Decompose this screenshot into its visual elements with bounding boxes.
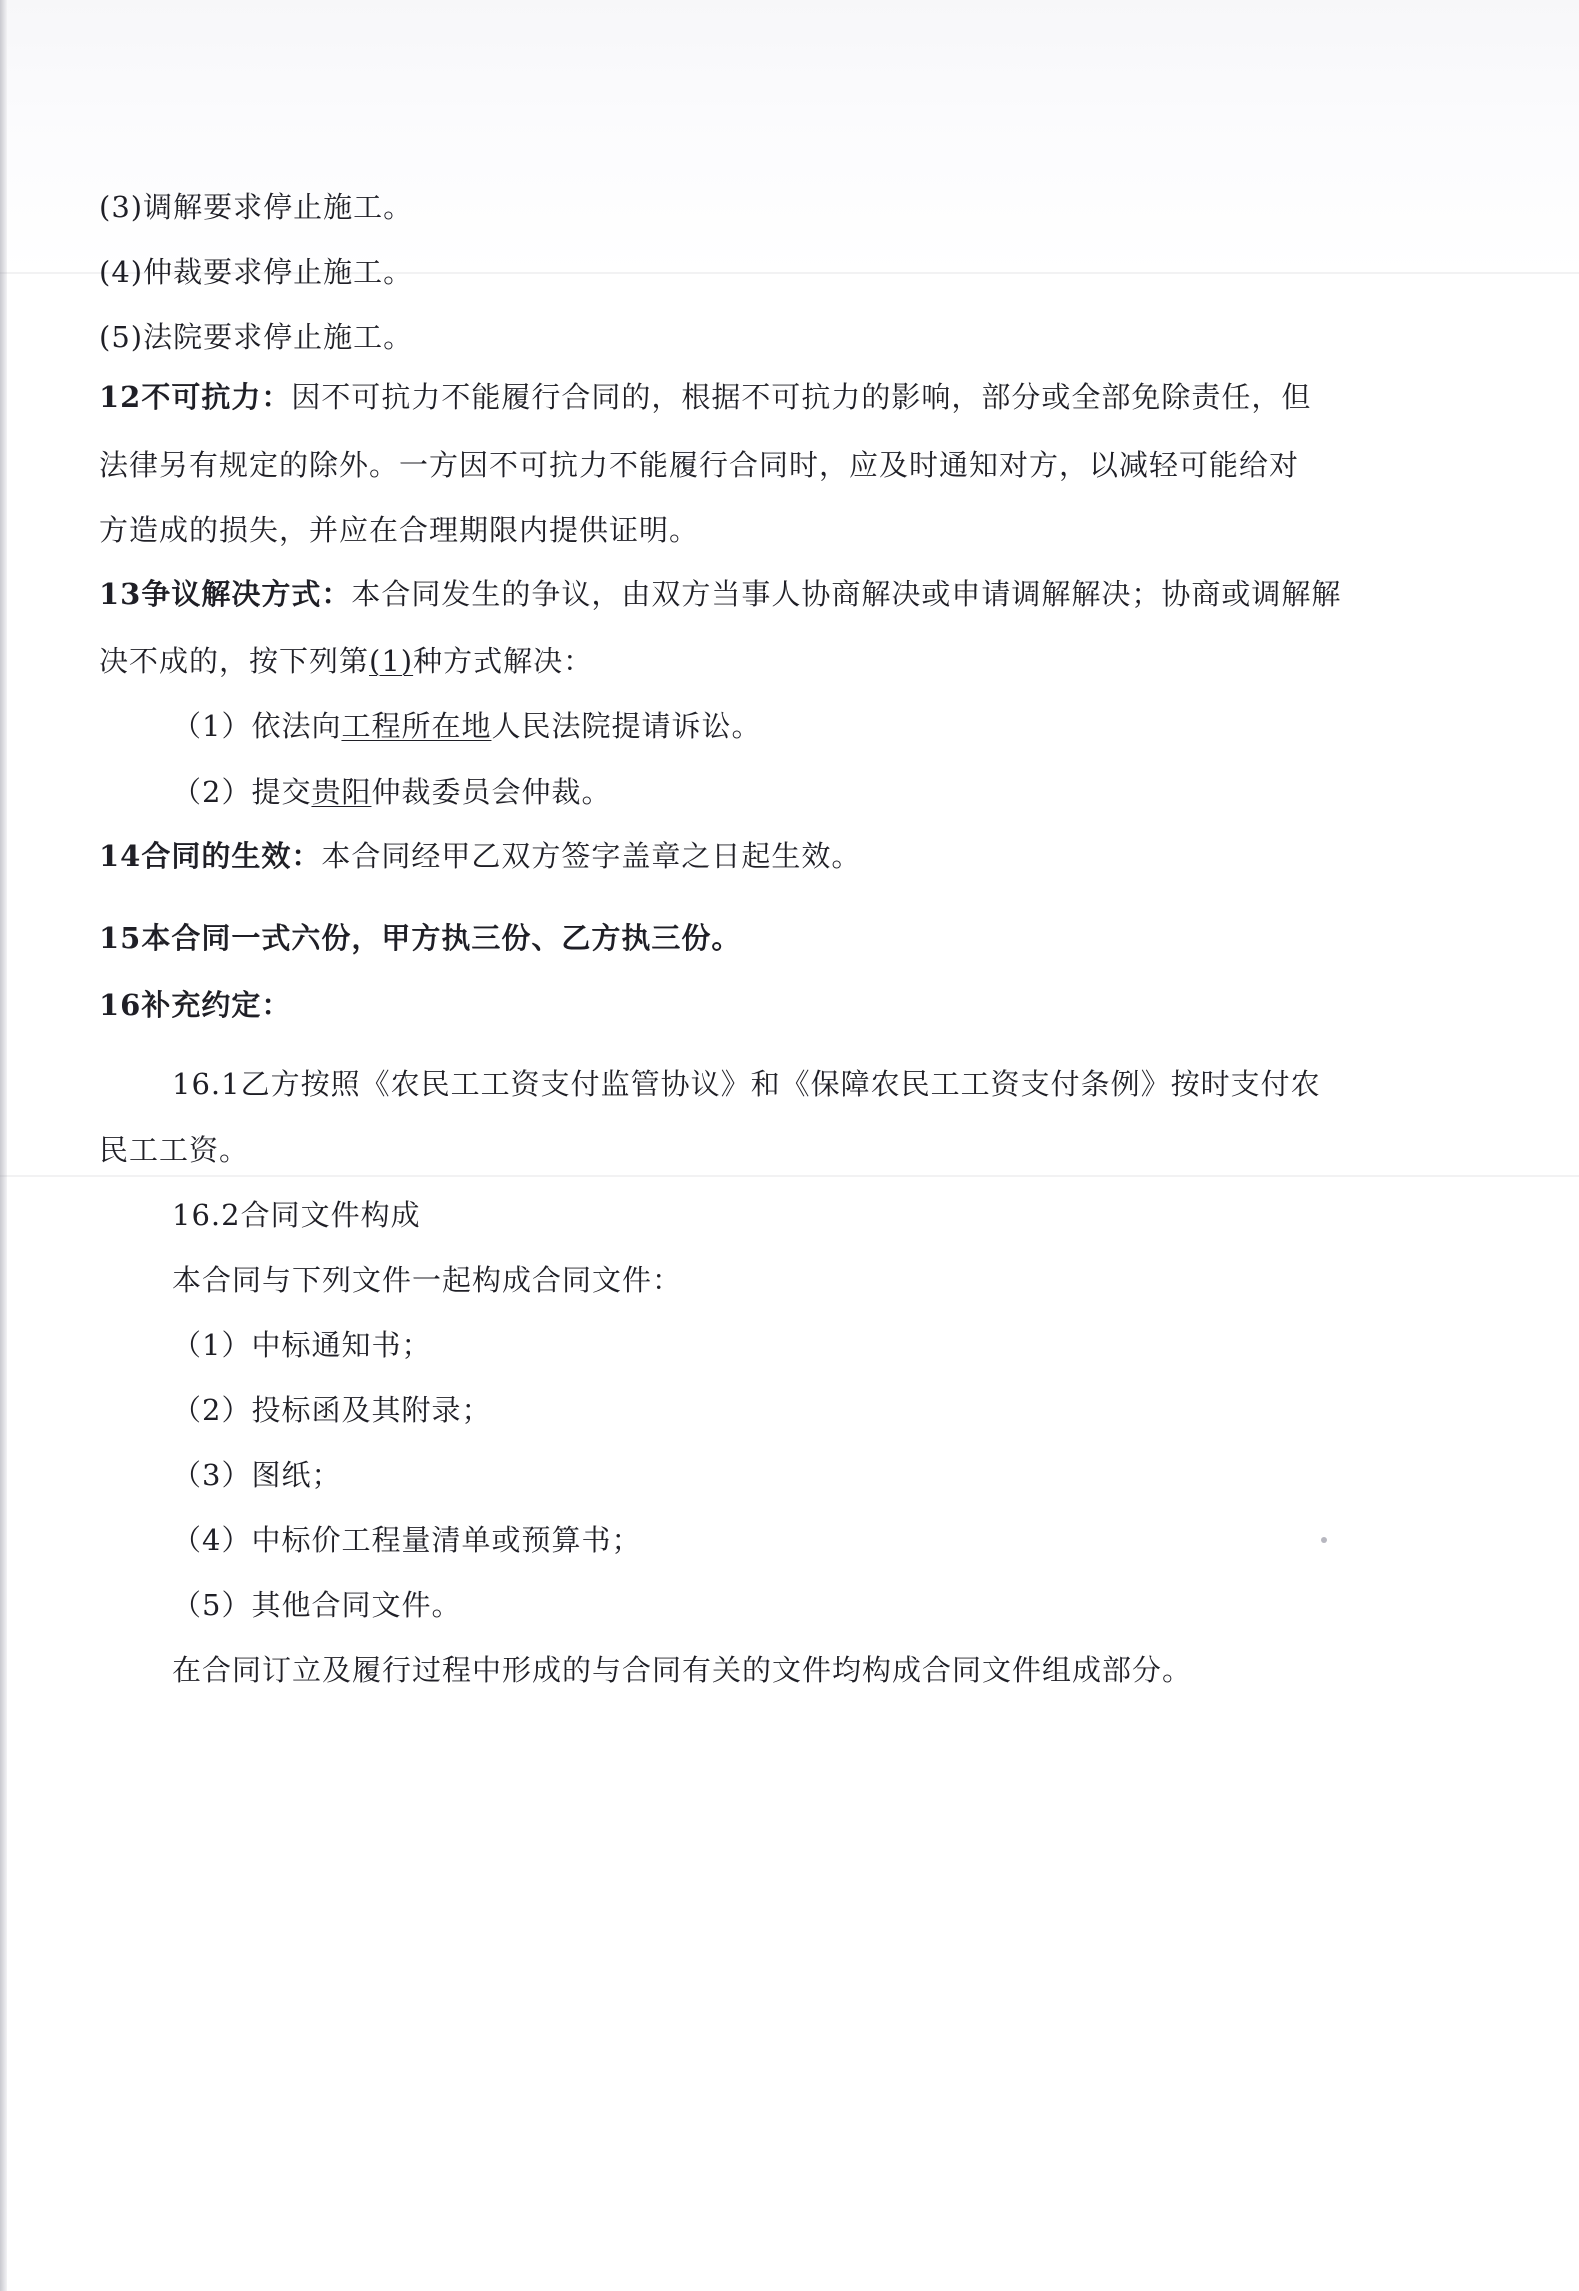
- line-text: （1）依法向: [172, 709, 342, 743]
- clause-16-1-continuation-line: [99, 1132, 249, 1168]
- line-text: (3)调解要求停止施工。: [99, 190, 414, 224]
- contract-document-item: [172, 1327, 431, 1363]
- clause-15-copies: [99, 920, 741, 956]
- clause-text: 因不可抗力不能履行合同的，根据不可抗力的影响，部分或全部免除责任，但: [291, 380, 1312, 414]
- line-text: 16.1乙方按照《农民工工资支付监管协议》和《保障农民工工资支付条例》按时支付农: [172, 1067, 1321, 1101]
- item-court-stop: [99, 319, 413, 355]
- line-text: (5)法院要求停止施工。: [99, 320, 414, 354]
- clause-label: 12不可抗力：: [99, 380, 292, 414]
- line-text: （5）其他合同文件。: [172, 1588, 462, 1622]
- clause-16-supplementary: [99, 987, 291, 1023]
- contract-document-item: [172, 1587, 461, 1623]
- clause-16-1-wages: [172, 1066, 1321, 1102]
- line-text: （1）中标通知书；: [172, 1328, 432, 1362]
- clause-text: 本合同发生的争议，由双方当事人协商解决或申请调解解决；协商或调解解: [351, 577, 1342, 611]
- dispute-option-arbitration: [172, 774, 611, 810]
- line-text: 仲裁委员会仲裁。: [371, 775, 612, 809]
- scan-speck: [1321, 1537, 1327, 1543]
- scan-artifact-line: [0, 1175, 1579, 1177]
- clause-13-method-line: [99, 643, 593, 679]
- clause-14-effectiveness: [99, 838, 861, 874]
- clause-13-dispute-resolution: [99, 576, 1341, 612]
- line-text: (4)仲裁要求停止施工。: [99, 255, 414, 289]
- contract-document-item: [172, 1392, 491, 1428]
- line-text: 法律另有规定的除外。一方因不可抗力不能履行合同时，应及时通知对方，以减轻可能给对: [99, 448, 1300, 482]
- scan-left-edge: [0, 0, 7, 2291]
- filled-blank: 贵阳: [311, 775, 372, 809]
- item-arbitration-stop: [99, 254, 413, 290]
- contract-document-item: [172, 1457, 341, 1493]
- line-text: 16.2合同文件构成: [172, 1198, 421, 1232]
- line-text: 方造成的损失，并应在合理期限内提供证明。: [99, 513, 700, 547]
- clause-text: 本合同经甲乙双方签字盖章之日起生效。: [321, 839, 862, 873]
- clause-label: 13争议解决方式：: [99, 577, 352, 611]
- clause-12-force-majeure: [99, 379, 1311, 415]
- contract-documents-closing: [172, 1652, 1192, 1688]
- clause-12-continuation-line: [99, 512, 699, 548]
- clause-label: 14合同的生效：: [99, 839, 322, 873]
- line-text: 决不成的，按下列第: [99, 644, 370, 678]
- clause-16-2-heading: [172, 1197, 421, 1233]
- line-text: 人民法院提请诉讼。: [491, 709, 762, 743]
- line-text: （2）提交: [172, 775, 312, 809]
- line-text: 在合同订立及履行过程中形成的与合同有关的文件均构成合同文件组成部分。: [172, 1653, 1193, 1687]
- line-text: （3）图纸；: [172, 1458, 342, 1492]
- line-text: （2）投标函及其附录；: [172, 1393, 492, 1427]
- filled-blank: (1): [369, 644, 414, 678]
- contract-documents-intro: [172, 1262, 682, 1298]
- dispute-option-litigation: [172, 708, 761, 744]
- line-text: 民工工资。: [99, 1133, 250, 1167]
- contract-document-item: [172, 1522, 641, 1558]
- line-text: 种方式解决：: [413, 644, 594, 678]
- filled-blank: 工程所在地: [341, 709, 492, 743]
- line-text: （4）中标价工程量清单或预算书；: [172, 1523, 642, 1557]
- clause-12-continuation-line: [99, 447, 1299, 483]
- item-mediation-stop: [99, 189, 413, 225]
- line-text: 15本合同一式六份，甲方执三份、乙方执三份。: [99, 921, 742, 955]
- line-text: 16补充约定：: [99, 988, 292, 1022]
- line-text: 本合同与下列文件一起构成合同文件：: [172, 1263, 683, 1297]
